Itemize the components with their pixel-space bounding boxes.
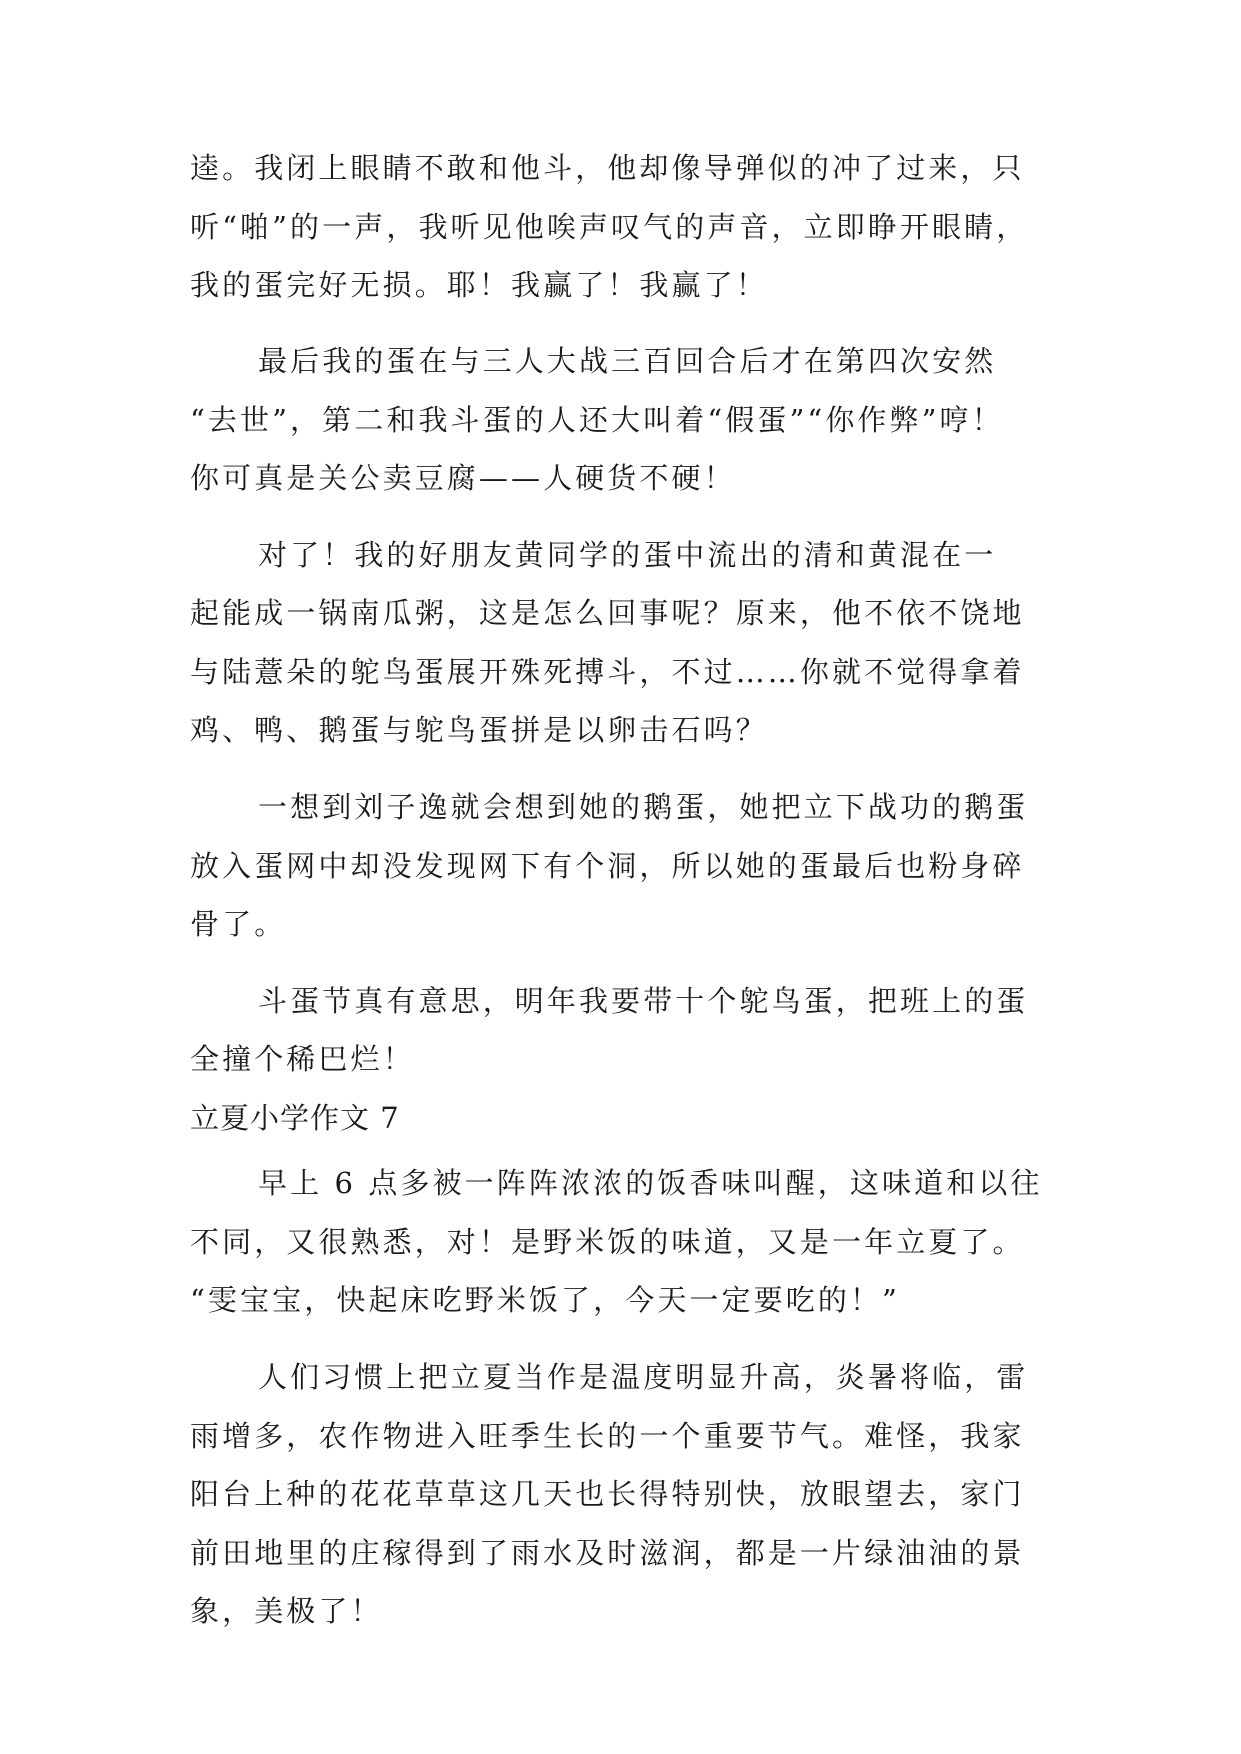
text-line: 放入蛋网中却没发现网下有个洞，所以她的蛋最后也粉身碎 (190, 849, 1025, 883)
text-line: 前田地里的庄稼得到了雨水及时滋润，都是一片绿油油的景 (190, 1536, 1025, 1570)
text-line: “去世”，第二和我斗蛋的人还大叫着“假蛋”“你作弊”哼！ (190, 403, 1004, 437)
text-line: 全撞个稀巴烂！ (190, 1042, 415, 1076)
text-line: 听“啪”的一声，我听见他唉声叹气的声音，立即睁开眼睛， (190, 210, 1029, 244)
paragraph-first-line: 对了！我的好朋友黄同学的蛋中流出的清和黄混在一 (258, 538, 997, 572)
paragraph-first-line: 早上 6 点多被一阵阵浓浓的饭香味叫醒，这味道和以往 (258, 1166, 1043, 1200)
text-line: 象，美极了！ (190, 1594, 383, 1628)
text-line: 起能成一锅南瓜粥，这是怎么回事呢？原来，他不依不饶地 (190, 596, 1025, 630)
text-line: 逵。我闭上眼睛不敢和他斗，他却像导弹似的冲了过来，只 (190, 151, 1025, 185)
text-line: 雨增多，农作物进入旺季生长的一个重要节气。难怪，我家 (190, 1419, 1025, 1453)
paragraph-first-line: 一想到刘子逸就会想到她的鹅蛋，她把立下战功的鹅蛋 (258, 790, 1029, 824)
text-line: 鸡、鸭、鹅蛋与鸵鸟蛋拼是以卵击石吗？ (190, 713, 768, 747)
text-line: “雯宝宝，快起床吃野米饭了，今天一定要吃的！” (190, 1283, 900, 1317)
section-heading: 立夏小学作文 7 (190, 1101, 400, 1135)
text-line: 不同，又很熟悉，对！是野米饭的味道，又是一年立夏了。 (190, 1225, 1025, 1259)
text-line: 与陆薏朵的鸵鸟蛋展开殊死搏斗，不过……你就不觉得拿着 (190, 655, 1025, 689)
text-line: 我的蛋完好无损。耶！我赢了！我赢了！ (190, 268, 768, 302)
paragraph-first-line: 最后我的蛋在与三人大战三百回合后才在第四次安然 (258, 344, 997, 378)
text-line: 阳台上种的花花草草这几天也长得特别快，放眼望去，家门 (190, 1477, 1025, 1511)
text-line: 你可真是关公卖豆腐——人硬货不硬！ (190, 461, 736, 495)
text-line: 骨了。 (190, 907, 287, 941)
paragraph-first-line: 斗蛋节真有意思，明年我要带十个鸵鸟蛋，把班上的蛋 (258, 984, 1029, 1018)
paragraph-first-line: 人们习惯上把立夏当作是温度明显升高，炎暑将临，雷 (258, 1360, 1029, 1394)
